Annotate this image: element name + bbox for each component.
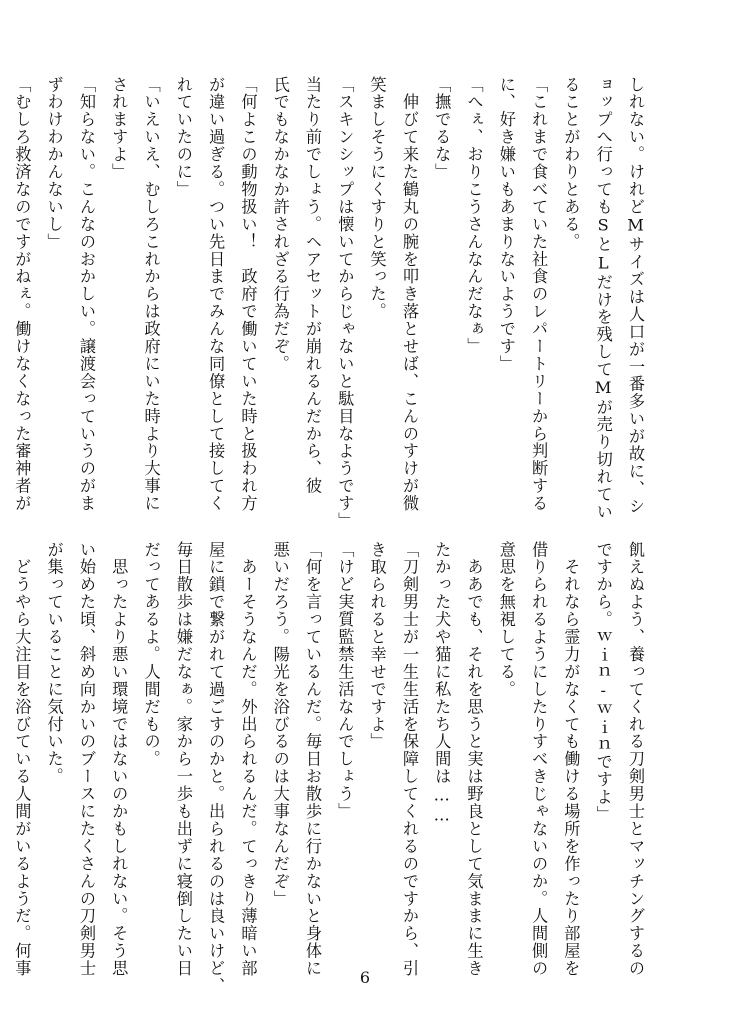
text-line: 「何を言っているんだ。毎日お散歩に行かないと身体に [303,541,323,978]
text-line: に、好き嫌いもあまりないようです」 [496,76,516,373]
text-line: 屋に鎖で繋がれて過ごすのかと。出られるのは良いけど、 [206,541,226,995]
text-line: それなら霊力がなくても働ける場所を作ったり部屋を [561,541,581,978]
text-line: 「けど実質監禁生活なんでしょう」 [335,541,355,821]
text-line: どうやら大注目を浴びている人間がいるようだ。何事 [12,541,32,978]
text-line: 飢えぬよう、養ってくれる刀剣男士とマッチングするの [626,541,645,978]
text-line: 「むしろ救済なのですがねぇ。働けなくなった審神者が [12,76,32,513]
text-line: 「撫でるな」 [432,76,452,181]
text-line: 「これまで食べていた社食のレパートリーから判断する [529,76,549,513]
text-line: 「知らない。こんなのおかしい。譲渡会っていうのがま [76,76,96,513]
text-line: 悪いだろう。陽光を浴びるのは大事なんだぞ」 [270,541,290,908]
text-line: が集っていることに気付いた。 [44,541,64,786]
text-line: 「へぇ、おりこうさんなんだなぁ」 [464,76,484,356]
text-line: ることがわりとある。 [561,76,581,251]
text-line: だってあるよ。人間だもの。 [141,541,161,768]
text-line: が違い過ぎる。つい先日までみんな同僚として接してく [206,76,226,513]
text-line: しれない。けれどMサイズは人口が一番多いが故に、シ [626,76,645,516]
text-line: 「スキンシップは懐いてからじゃないと駄目なようです」 [335,76,355,530]
page-number: 6 [359,968,371,987]
text-line: 「何よこの動物扱い！ 政府で働いていた時と扱われ方 [238,76,258,513]
text-line: あーそうなんだ。外出られるんだ。てっきり薄暗い部 [238,541,258,978]
text-line: 思ったより悪い環境ではないのかもしれない。そう思 [109,541,129,978]
text-line: 氏でもなかなか許されざる行為だぞ。 [270,76,290,373]
upper-text-block [12,76,651,530]
text-line: き取られると幸せですよ」 [367,541,387,751]
text-line: 「刀剣男士が一生生活を保障してくれるのですから、引 [399,541,419,978]
text-line: 毎日散歩は嫌だなぁ。家から一歩も出ずに寝倒したい日 [173,541,193,978]
text-line: ああでも、それを思うと実は野良として気ままに生き [464,541,484,978]
text-line: れていたのに」 [173,76,193,199]
text-line: ですから。ｗｉｎ‐ｗｉｎですよ」 [593,541,613,823]
text-line: 伸びて来た鶴丸の腕を叩き落とせば、こんのすけが微 [399,76,419,513]
text-line: ョップへ行ってもSとLだけを残してMが売り切れてい [593,76,613,521]
text-line: 借りられるようにしたりすべきじゃないのか。人間側の [529,541,549,978]
text-line: ずわけわかんないし」 [44,76,64,251]
lower-text-block [12,541,651,995]
text-line: 「いえいえ、むしろこれからは政府にいた時より大事に [141,76,161,513]
text-line: 笑ましそうにくすりと笑った。 [367,76,387,321]
text-line: 当たり前でしょう。ヘアセットが崩れるんだから、彼 [303,76,323,495]
text-line: たかった犬や猫に私たち人間は…… [432,541,452,826]
text-line: い始めた頃、斜め向かいのブースにたくさんの刀剣男士 [76,541,96,978]
text-line: されますよ」 [109,76,129,181]
text-line: 意思を無視してる。 [496,541,516,699]
